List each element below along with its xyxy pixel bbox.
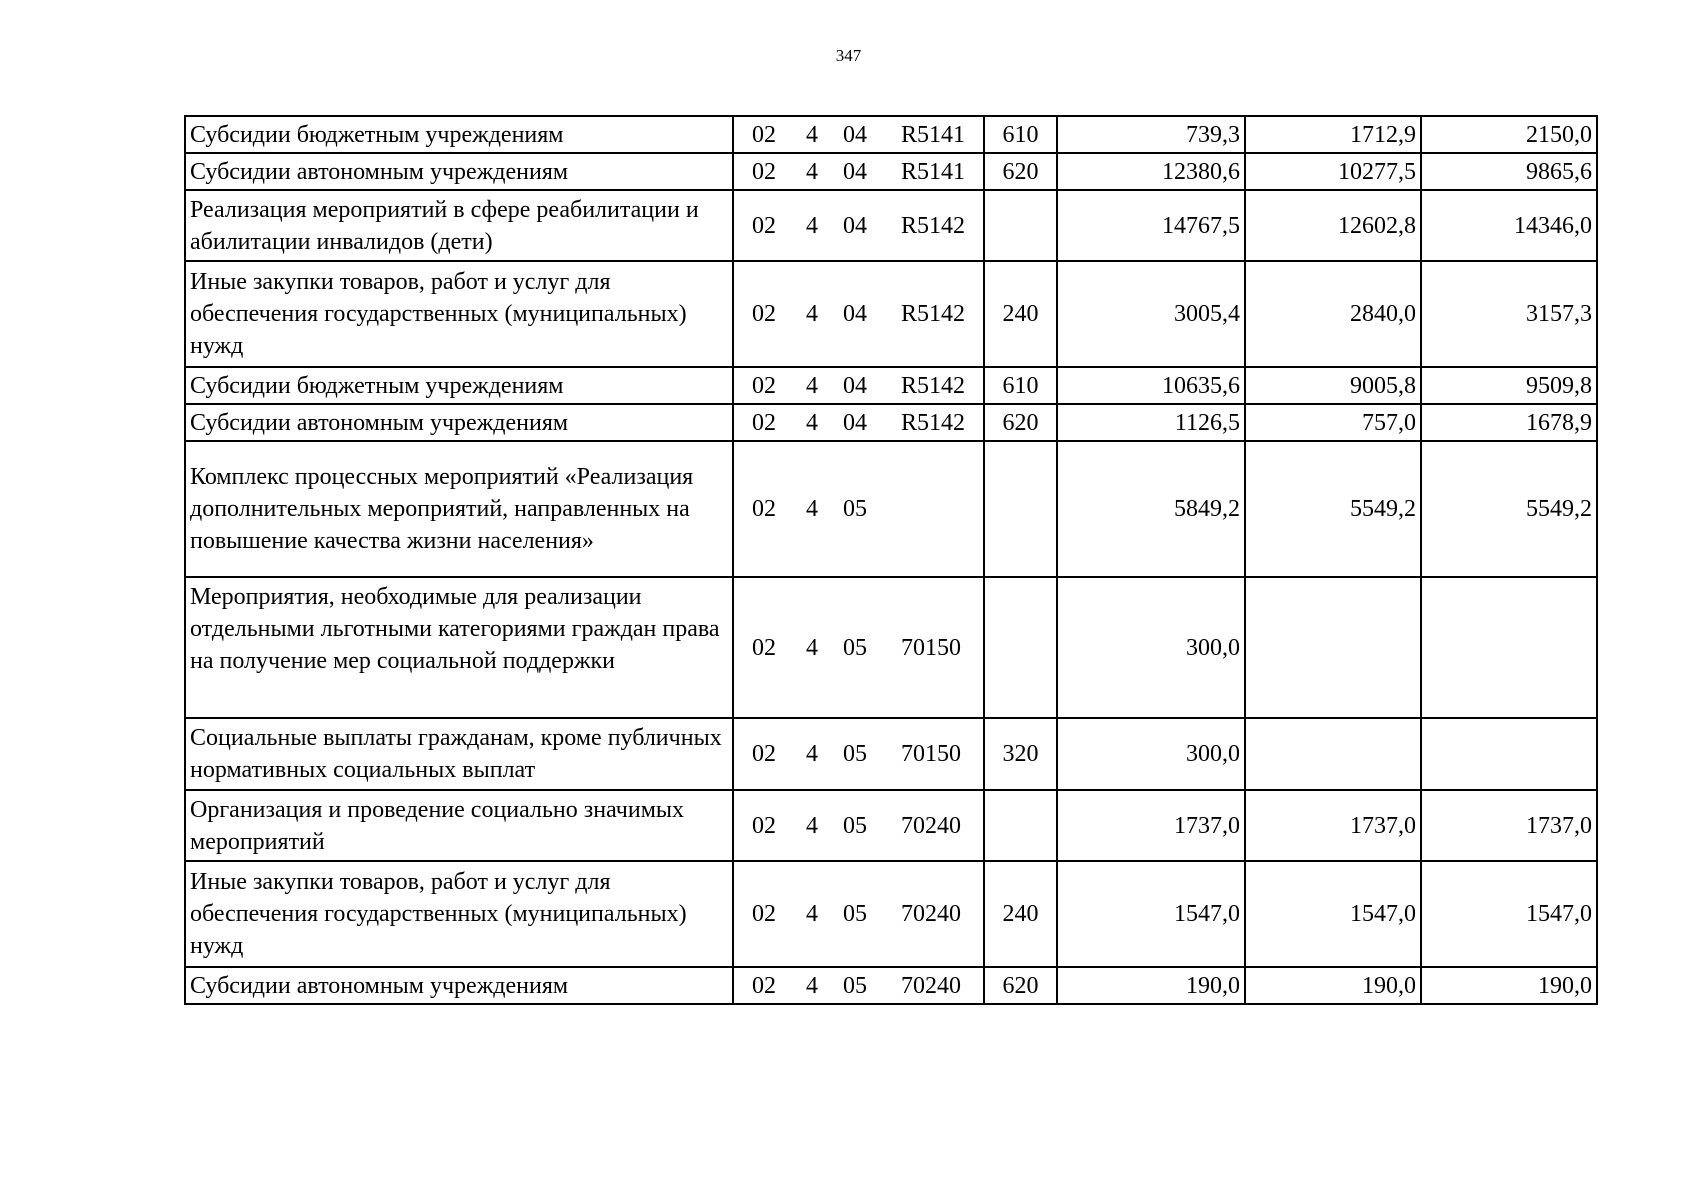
code-program: 02	[752, 634, 776, 661]
code-program: 02	[752, 212, 776, 239]
code-type: 4	[806, 212, 818, 239]
code-complex: 05	[843, 972, 867, 999]
row-name: Иные закупки товаров, работ и услуг для обеспечения государственных (муниципальных) нужд	[185, 861, 733, 967]
row-value-1: 190,0	[1057, 967, 1245, 1004]
row-expense-type	[984, 577, 1057, 718]
row-code	[733, 577, 984, 718]
row-value-3: 9865,6	[1421, 153, 1597, 190]
row-value-3: 2150,0	[1421, 116, 1597, 153]
code-type: 4	[806, 496, 818, 522]
budget-table-body	[185, 116, 1597, 1004]
row-code	[733, 967, 984, 1004]
row-code	[733, 441, 984, 577]
code-program: 02	[752, 301, 776, 327]
row-value-2: 5549,2	[1245, 441, 1421, 577]
budget-table	[184, 115, 1598, 1005]
table-row	[185, 116, 1597, 153]
row-expense-type	[984, 441, 1057, 577]
row-name: Социальные выплаты гражданам, кроме публичных нормативных социальных выплат	[185, 718, 733, 790]
row-value-2: 1737,0	[1245, 790, 1421, 861]
row-value-3: 9509,8	[1421, 367, 1597, 404]
row-value-3: 3157,3	[1421, 261, 1597, 367]
row-value-1: 739,3	[1057, 116, 1245, 153]
row-expense-type: 620	[984, 967, 1057, 1004]
code-type: 4	[806, 901, 818, 927]
row-value-2: 190,0	[1245, 967, 1421, 1004]
code-program: 02	[752, 372, 776, 399]
row-expense-type: 620	[984, 404, 1057, 441]
table-row	[185, 967, 1597, 1004]
code-direction: 70150	[901, 741, 961, 767]
row-code	[733, 153, 984, 190]
row-value-1: 1547,0	[1057, 861, 1245, 967]
row-name: Организация и проведение социально значимых мероприятий	[185, 790, 733, 861]
code-direction: 70240	[901, 901, 961, 927]
row-value-2: 2840,0	[1245, 261, 1421, 367]
row-value-1: 10635,6	[1057, 367, 1245, 404]
code-complex: 04	[843, 212, 867, 239]
code-direction: 70240	[901, 812, 961, 839]
row-value-1: 14767,5	[1057, 190, 1245, 261]
row-value-2: 12602,8	[1245, 190, 1421, 261]
code-direction: R5141	[901, 158, 966, 185]
code-direction: R5142	[901, 212, 966, 239]
row-value-3: 1547,0	[1421, 861, 1597, 967]
code-complex: 05	[843, 812, 867, 839]
row-value-3: 190,0	[1421, 967, 1597, 1004]
row-code	[733, 790, 984, 861]
row-code	[733, 116, 984, 153]
row-value-2: 10277,5	[1245, 153, 1421, 190]
code-type: 4	[806, 972, 818, 999]
row-code	[733, 404, 984, 441]
code-direction: R5142	[901, 372, 966, 399]
code-type: 4	[806, 372, 818, 399]
row-name: Мероприятия, необходимые для реализации отдельными льготными категориями граждан права на получение мер социальной поддержки	[185, 577, 733, 718]
code-complex: 04	[843, 158, 867, 185]
row-expense-type	[984, 190, 1057, 261]
row-expense-type: 320	[984, 718, 1057, 790]
code-type: 4	[806, 634, 818, 661]
row-value-2	[1245, 577, 1421, 718]
row-name: Субсидии автономным учреждениям	[185, 153, 733, 190]
table-row	[185, 367, 1597, 404]
table-row	[185, 718, 1597, 790]
row-value-1: 12380,6	[1057, 153, 1245, 190]
code-complex: 04	[843, 372, 867, 399]
row-value-1: 1737,0	[1057, 790, 1245, 861]
code-direction: R5142	[901, 301, 966, 327]
row-code	[733, 190, 984, 261]
code-program: 02	[752, 741, 776, 767]
row-value-3	[1421, 718, 1597, 790]
row-name: Субсидии бюджетным учреждениям	[185, 367, 733, 404]
table-row	[185, 861, 1597, 967]
table-row	[185, 404, 1597, 441]
row-expense-type: 620	[984, 153, 1057, 190]
row-value-2: 1712,9	[1245, 116, 1421, 153]
table-row	[185, 153, 1597, 190]
row-code	[733, 261, 984, 367]
row-name: Субсидии бюджетным учреждениям	[185, 116, 733, 153]
row-name: Комплекс процессных мероприятий «Реализация дополнительных мероприятий, направленных на повышение качества жизни населения»	[185, 441, 733, 577]
row-value-1: 1126,5	[1057, 404, 1245, 441]
row-value-2: 757,0	[1245, 404, 1421, 441]
table-row	[185, 577, 1597, 718]
table-row	[185, 190, 1597, 261]
row-code	[733, 861, 984, 967]
code-direction: 70150	[901, 634, 961, 661]
code-program: 02	[752, 901, 776, 927]
code-direction: 70240	[901, 972, 961, 999]
code-type: 4	[806, 409, 818, 436]
code-type: 4	[806, 121, 818, 148]
code-direction: R5141	[901, 121, 966, 148]
row-value-1: 300,0	[1057, 577, 1245, 718]
row-value-3: 1737,0	[1421, 790, 1597, 861]
code-program: 02	[752, 496, 776, 522]
row-name: Иные закупки товаров, работ и услуг для обеспечения государственных (муниципальных) нужд	[185, 261, 733, 367]
row-value-3: 5549,2	[1421, 441, 1597, 577]
code-type: 4	[806, 741, 818, 767]
row-name: Субсидии автономным учреждениям	[185, 967, 733, 1004]
row-value-3	[1421, 577, 1597, 718]
row-value-3: 14346,0	[1421, 190, 1597, 261]
table-row	[185, 441, 1597, 577]
code-complex: 05	[843, 741, 867, 767]
code-program: 02	[752, 158, 776, 185]
row-name: Субсидии автономным учреждениям	[185, 404, 733, 441]
row-expense-type: 610	[984, 367, 1057, 404]
code-complex: 05	[843, 496, 867, 522]
code-complex: 04	[843, 409, 867, 436]
row-value-1: 5849,2	[1057, 441, 1245, 577]
code-complex: 04	[843, 301, 867, 327]
code-program: 02	[752, 409, 776, 436]
table-row	[185, 261, 1597, 367]
code-complex: 05	[843, 901, 867, 927]
page-number: 347	[835, 46, 862, 65]
row-code	[733, 718, 984, 790]
row-value-1: 300,0	[1057, 718, 1245, 790]
code-program: 02	[752, 812, 776, 839]
row-value-2	[1245, 718, 1421, 790]
row-expense-type	[984, 790, 1057, 861]
row-name: Реализация мероприятий в сфере реабилитации и абилитации инвалидов (дети)	[185, 190, 733, 261]
table-row	[185, 790, 1597, 861]
row-code	[733, 367, 984, 404]
code-type: 4	[806, 158, 818, 185]
code-program: 02	[752, 972, 776, 999]
row-expense-type: 240	[984, 261, 1057, 367]
code-direction: R5142	[901, 409, 966, 436]
code-complex: 05	[843, 634, 867, 661]
code-type: 4	[806, 301, 818, 327]
row-expense-type: 610	[984, 116, 1057, 153]
code-complex: 04	[843, 121, 867, 148]
code-type: 4	[806, 812, 818, 839]
row-value-2: 1547,0	[1245, 861, 1421, 967]
row-value-2: 9005,8	[1245, 367, 1421, 404]
code-program: 02	[752, 121, 776, 148]
row-expense-type: 240	[984, 861, 1057, 967]
row-value-1: 3005,4	[1057, 261, 1245, 367]
row-value-3: 1678,9	[1421, 404, 1597, 441]
